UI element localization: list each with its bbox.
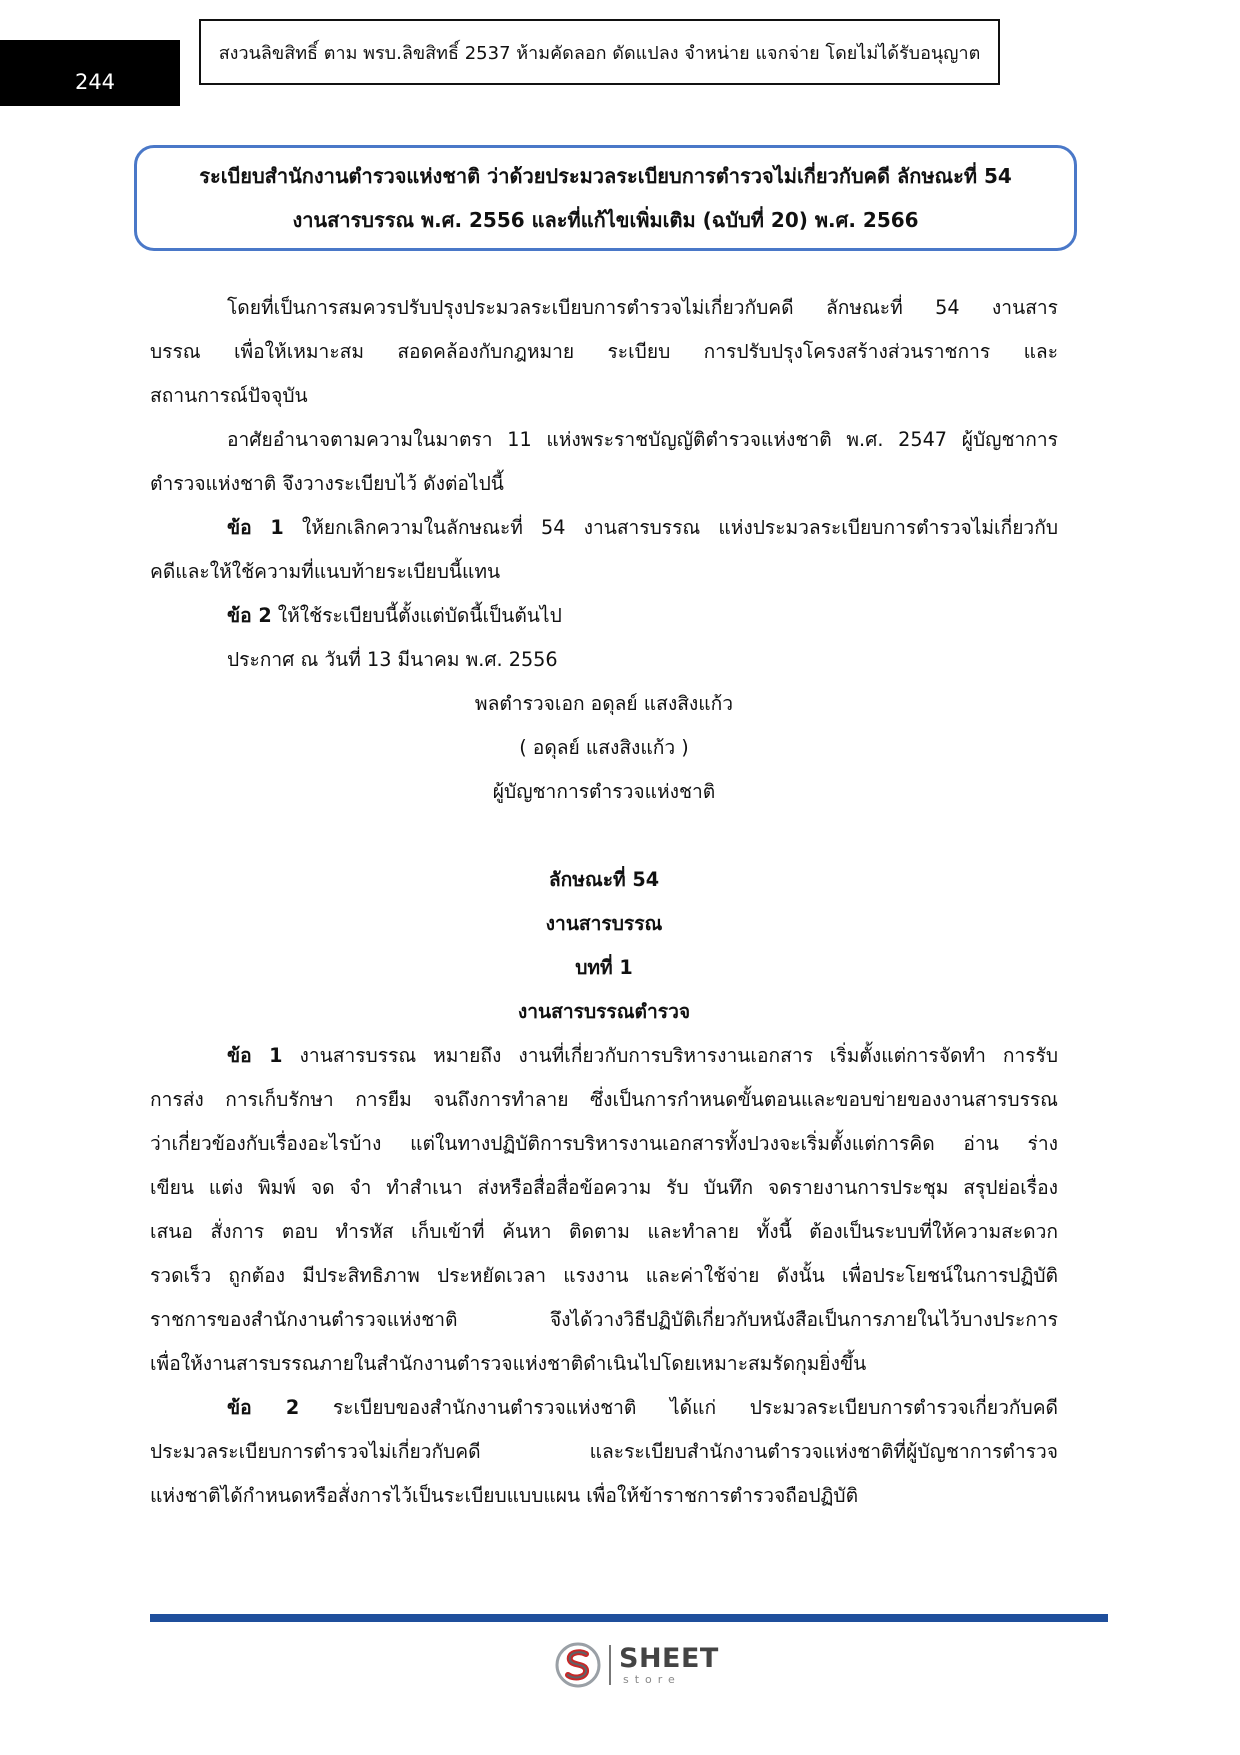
preamble-line: คดีและให้ใช้ความที่แนบท้ายระเบียบนี้แทน	[150, 560, 501, 583]
footer-bar	[150, 1614, 1108, 1622]
body-line: ราชการของสำนักงานตำรวจแห่งชาติ จึงได้วางวิธีปฏิบัติเกี่ยวกับหนังสือเป็นการภายในไว้บางประการ	[150, 1308, 1058, 1331]
section-heading: งานสารบรรณ	[545, 912, 663, 935]
preamble-line: บรรณ เพื่อให้เหมาะสม สอดคล้องกับกฎหมาย ระเบียบ การปรับปรุงโครงสร้างส่วนราชการ และ	[150, 340, 1058, 363]
article-label: ข้อ 1	[227, 1044, 283, 1067]
logo-sub-text: store	[623, 1673, 681, 1686]
signature-name: พลตำรวจเอก อดุลย์ แสงสิงแก้ว	[474, 692, 734, 715]
clause-text: ให้ใช้ระเบียบนี้ตั้งแต่บัดนี้เป็นต้นไป	[271, 604, 562, 627]
body-line: เสนอ สั่งการ ตอบ ทำรหัส เก็บเข้าที่ ค้นหา ติดตาม และทำลาย ทั้งนี้ ต้องเป็นระบบที่ให้ความสะดวก	[150, 1220, 1058, 1243]
clause-1	[227, 506, 1058, 550]
title-line-1: ระเบียบสำนักงานตำรวจแห่งชาติ ว่าด้วยประมวลระเบียบการตำรวจไม่เกี่ยวกับคดี ลักษณะที่ 54	[199, 164, 1012, 188]
announce-date: ประกาศ ณ วันที่ 13 มีนาคม พ.ศ. 2556	[227, 648, 558, 671]
clause-2	[227, 594, 1058, 638]
signature-paren: ( อดุลย์ แสงสิงแก้ว )	[519, 736, 689, 759]
article-2	[227, 1386, 1058, 1430]
title-line-2: งานสารบรรณ พ.ศ. 2556 และที่แก้ไขเพิ่มเติม (ฉบับที่ 20) พ.ศ. 2566	[292, 208, 919, 232]
body-line: รวดเร็ว ถูกต้อง มีประสิทธิภาพ ประหยัดเวลา แรงงาน และค่าใช้จ่าย ดังนั้น เพื่อประโยชน์ในการปฏิบัติ	[150, 1264, 1058, 1287]
section-heading: งานสารบรรณตำรวจ	[517, 1000, 691, 1023]
copyright-notice: สงวนลิขสิทธิ์ ตาม พรบ.ลิขสิทธิ์ 2537 ห้ามคัดลอก ดัดแปลง จำหน่าย แจกจ่าย โดยไม่ได้รับอนุญาต	[199, 19, 1000, 85]
preamble-line: ตำรวจแห่งชาติ จึงวางระเบียบไว้ ดังต่อไปนี้	[150, 472, 504, 495]
section-heading: ลักษณะที่ 54	[548, 868, 660, 891]
preamble-line: สถานการณ์ปัจจุบัน	[150, 384, 308, 407]
signature-position: ผู้บัญชาการตำรวจแห่งชาติ	[492, 780, 716, 803]
body-line: เขียน แต่ง พิมพ์ จด จำ ทำสำเนา ส่งหรือสื่อสื่อข้อความ รับ บันทึก จดรายงานการประชุม สรุปย่อเรื่อง	[150, 1176, 1058, 1199]
body-line: แห่งชาติได้กำหนดหรือสั่งการไว้เป็นระเบียบแบบแผน เพื่อให้ข้าราชการตำรวจถือปฏิบัติ	[150, 1484, 859, 1507]
clause-label: ข้อ 2	[227, 604, 272, 627]
sheet-store-logo	[555, 1640, 719, 1690]
clause-label: ข้อ 1	[227, 516, 284, 539]
logo-main-text: SHEET	[619, 1643, 719, 1674]
body-line: การส่ง การเก็บรักษา การยืม จนถึงการทำลาย ซึ่งเป็นการกำหนดขั้นตอนและขอบข่ายของงานสารบรรณ	[150, 1088, 1058, 1111]
body-line: ประมวลระเบียบการตำรวจไม่เกี่ยวกับคดี และระเบียบสำนักงานตำรวจแห่งชาติที่ผู้บัญชาการตำรวจ	[150, 1440, 1058, 1463]
sheet-logo-icon	[555, 1642, 601, 1688]
body-line: เพื่อให้งานสารบรรณภายในสำนักงานตำรวจแห่งชาติดำเนินไปโดยเหมาะสมรัดกุมยิ่งขึ้น	[150, 1352, 867, 1375]
logo-divider	[609, 1645, 611, 1685]
article-label: ข้อ 2	[227, 1396, 300, 1419]
document-title	[134, 145, 1077, 251]
article-1	[227, 1034, 1058, 1078]
section-heading: บทที่ 1	[575, 956, 633, 979]
clause-text: ให้ยกเลิกความในลักษณะที่ 54 งานสารบรรณ แห่งประมวลระเบียบการตำรวจไม่เกี่ยวกับ	[283, 516, 1059, 539]
preamble-line: โดยที่เป็นการสมควรปรับปรุงประมวลระเบียบการตำรวจไม่เกี่ยวกับคดี ลักษณะที่ 54 งานสาร	[227, 296, 1058, 319]
article-text: ระเบียบของสำนักงานตำรวจแห่งชาติ ได้แก่ ประมวลระเบียบการตำรวจเกี่ยวกับคดี	[299, 1396, 1058, 1419]
body-line: ว่าเกี่ยวข้องกับเรื่องอะไรบ้าง แต่ในทางปฏิบัติการบริหารงานเอกสารทั้งปวงจะเริ่มตั้งแต่การคิด อ่าน ร่าง	[150, 1132, 1058, 1155]
article-text: งานสารบรรณ หมายถึง งานที่เกี่ยวกับการบริหารงานเอกสาร เริ่มตั้งแต่การจัดทำ การรับ	[282, 1044, 1058, 1067]
page-number: 244	[0, 40, 180, 106]
preamble-line: อาศัยอำนาจตามความในมาตรา 11 แห่งพระราชบัญญัติตำรวจแห่งชาติ พ.ศ. 2547 ผู้บัญชาการ	[227, 428, 1058, 451]
